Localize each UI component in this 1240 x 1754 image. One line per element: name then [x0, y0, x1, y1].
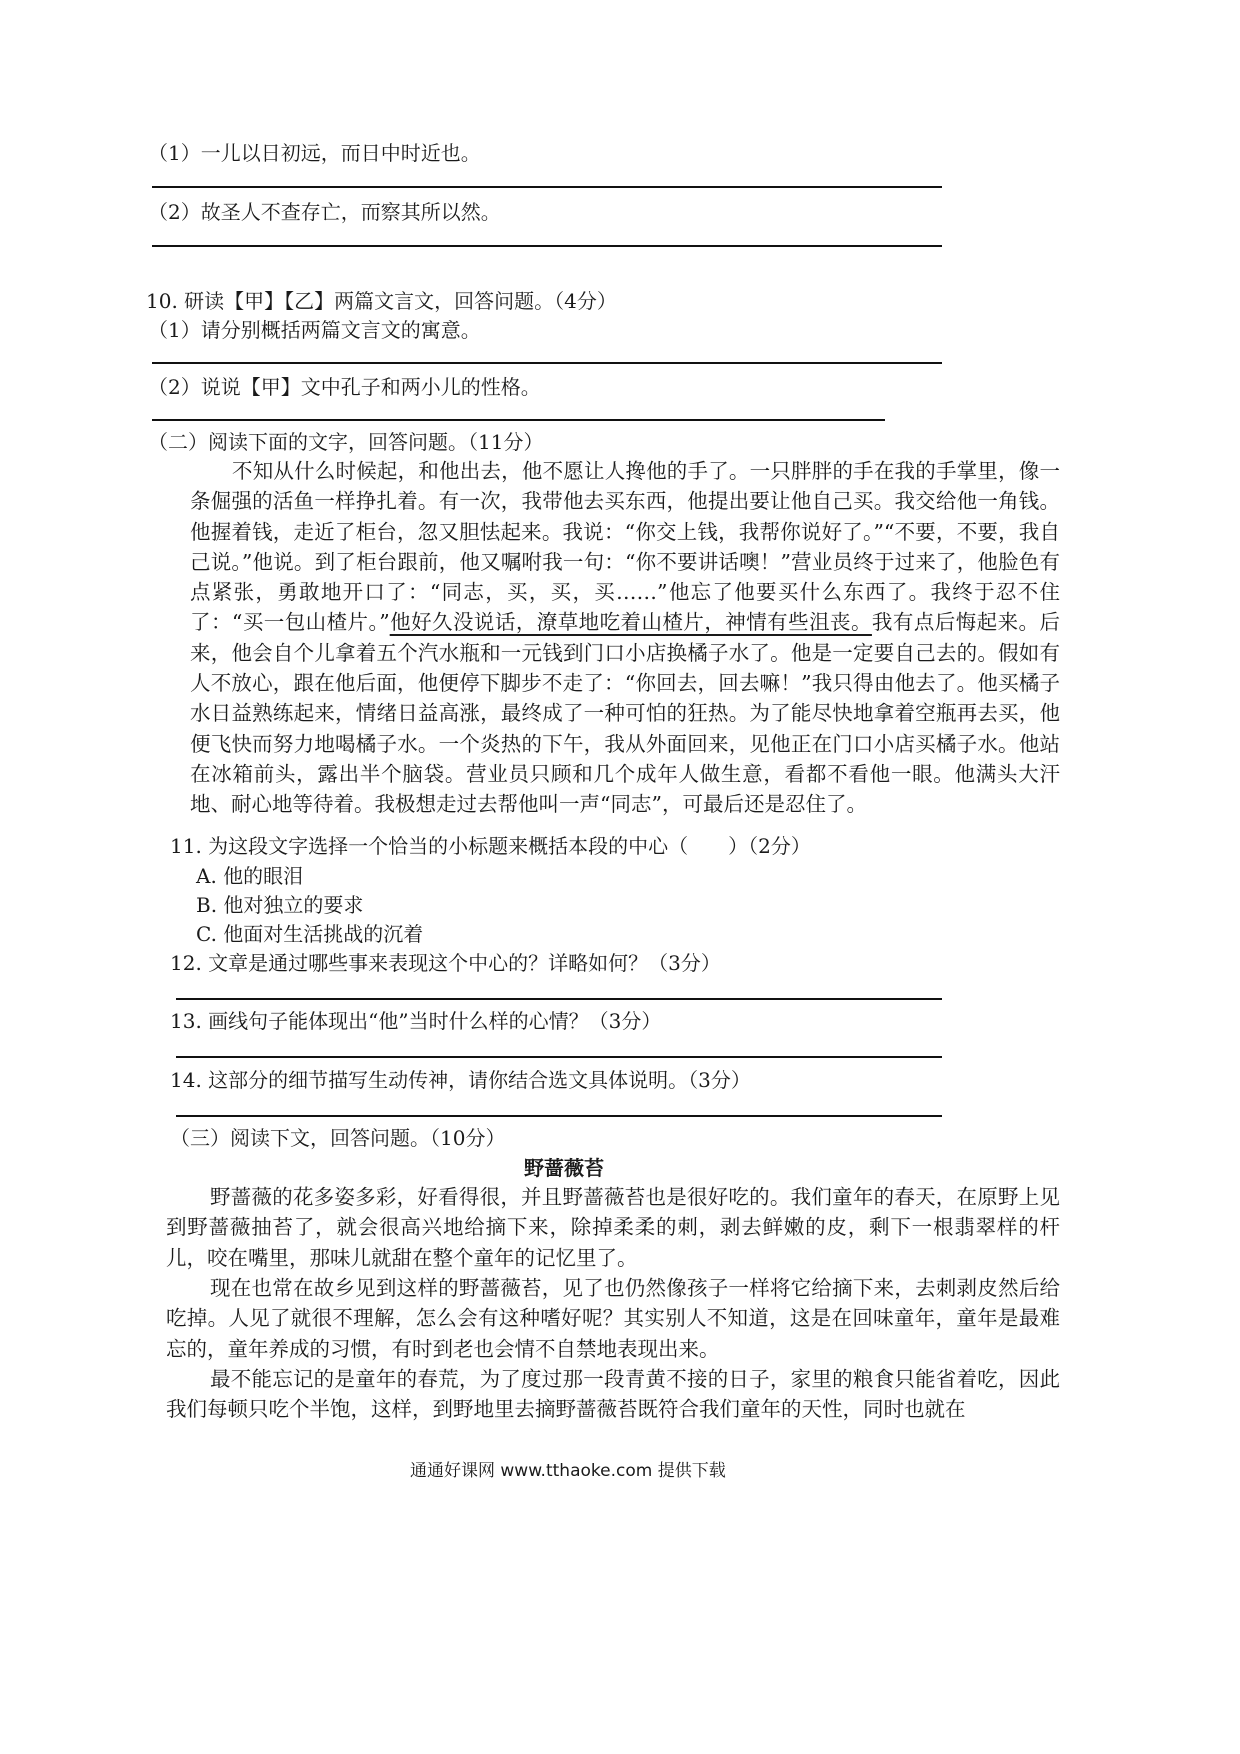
answer-line[interactable] — [152, 419, 885, 421]
answer-line[interactable] — [152, 245, 942, 247]
section3-heading: （三）阅读下文，回答问题。（10分） — [170, 1126, 506, 1150]
article-title: 野蔷薇苔 — [524, 1156, 604, 1180]
q9-sentence-1: （1）一儿以日初远，而日中时近也。 — [148, 141, 481, 165]
q12-question: 12. 文章是通过哪些事来表现这个中心的？详略如何？（3分） — [170, 951, 721, 975]
underlined-sentence: 他好久没说话，潦草地吃着山楂片，神情有些沮丧。 — [389, 610, 872, 635]
q9-sentence-2: （2）故圣人不查存亡，而察其所以然。 — [148, 200, 501, 224]
q14-question: 14. 这部分的细节描写生动传神，请你结合选文具体说明。（3分） — [170, 1068, 751, 1092]
q10-sub-1: （1）请分别概括两篇文言文的寓意。 — [148, 318, 481, 342]
q11-option-a[interactable]: A. 他的眼泪 — [196, 864, 304, 888]
q11-option-b[interactable]: B. 他对独立的要求 — [196, 893, 364, 917]
passage-text-after: 我有点后悔起来。后来，他会自个儿拿着五个汽水瓶和一元钱到门口小店换橘子水了。他是一定要自己去的。假如有人不放心，跟在他后面，他便停下脚步不走了：“你回去，回去嘛！”我只得由他去了。他买橘子水日益熟练起来，情绪日益高涨，最终成了一种可怕的狂热。为了能尽快地拿着空瓶再去买，他便飞快而努力地喝橘子水。一个炎热的下午，我从外面回来，见他正在门口小店买橘子水。他站在冰箱前头，露出半个脑袋。营业员只顾和几个成年人做生意，看都不看他一眼。他满头大汗地、耐心地等待着。我极想走过去帮他叫一声“同志”，可最后还是忍住了。 — [190, 610, 1060, 817]
answer-line[interactable] — [152, 186, 942, 188]
answer-line[interactable] — [176, 1115, 942, 1117]
answer-line[interactable] — [152, 362, 942, 364]
q10-title: 10. 研读【甲】【乙】两篇文言文，回答问题。（4分） — [146, 289, 617, 313]
article-paragraph-1: 野蔷薇的花多姿多彩，好看得很，并且野蔷薇苔也是很好吃的。我们童年的春天，在原野上见到野蔷薇抽苔了，就会很高兴地给摘下来，除掉柔柔的刺，剥去鲜嫩的皮，剩下一根翡翠样的杆儿，咬在嘴里，那味儿就甜在整个童年的记忆里了。 — [166, 1185, 1060, 1270]
q11-question: 11. 为这段文字选择一个恰当的小标题来概括本段的中心（ ）（2分） — [170, 834, 811, 858]
section2-passage — [190, 456, 1060, 820]
q11-option-c[interactable]: C. 他面对生活挑战的沉着 — [196, 922, 424, 946]
article-paragraph-2: 现在也常在故乡见到这样的野蔷薇苔，见了也仍然像孩子一样将它给摘下来，去刺剥皮然后给吃掉。人见了就很不理解，怎么会有这种嗜好呢？其实别人不知道，这是在回味童年，童年是最难忘的，童年养成的习惯，有时到老也会情不自禁地表现出来。 — [166, 1276, 1060, 1361]
answer-line[interactable] — [176, 998, 942, 1000]
q13-question: 13. 画线句子能体现出“他”当时什么样的心情？（3分） — [170, 1009, 662, 1033]
passage-text-before: 不知从什么时候起，和他出去，他不愿让人搀他的手了。一只胖胖的手在我的手掌里，像一条倔强的活鱼一样挣扎着。有一次，我带他去买东西，他提出要让他自己买。我交给他一角钱。他握着钱，走近了柜台，忽又胆怯起来。我说：“你交上钱，我帮你说好了。”“不要，不要，我自己说。”他说。到了柜台跟前，他又嘱咐我一句：“你不要讲话噢！”营业员终于过来了，他脸色有点紧张，勇敢地开口了：“同志，买，买，买……”他忘了他要买什么东西了。我终于忍不住了：“买一包山楂片。” — [190, 459, 1060, 635]
answer-line[interactable] — [176, 1056, 942, 1058]
q10-sub-2: （2）说说【甲】文中孔子和两小儿的性格。 — [148, 375, 541, 399]
footer-credit: 通通好课网 www.tthaoke.com 提供下载 — [410, 1461, 726, 1481]
article-paragraph-3: 最不能忘记的是童年的春荒，为了度过那一段青黄不接的日子，家里的粮食只能省着吃，因此我们每顿只吃个半饱，这样，到野地里去摘野蔷薇苔既符合我们童年的天性，同时也就在 — [166, 1367, 1060, 1422]
section2-heading: （二）阅读下面的文字，回答问题。（11分） — [148, 430, 544, 454]
